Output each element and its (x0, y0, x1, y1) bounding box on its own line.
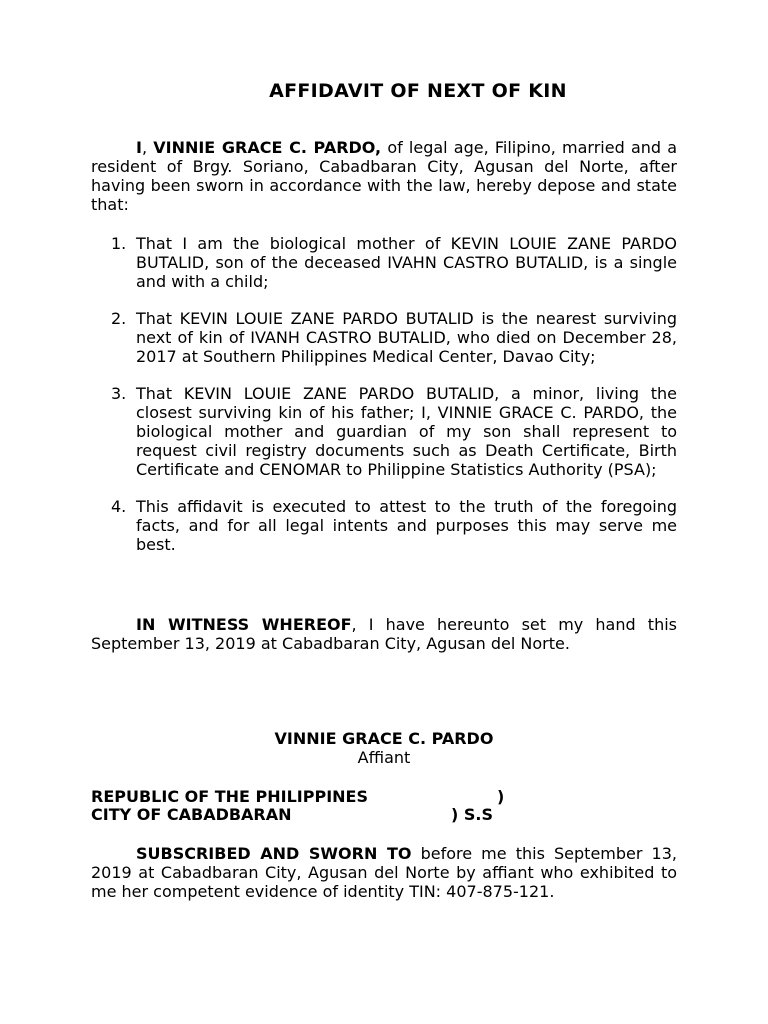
witness-paragraph (91, 615, 677, 653)
statement-list (91, 234, 677, 572)
venue-republic-text: REPUBLIC OF THE PHILIPPINES (91, 787, 368, 806)
venue-line-republic (91, 787, 368, 806)
affiant-name-inline: VINNIE GRACE C. PARDO, (153, 138, 382, 157)
jurat-lead: SUBSCRIBED AND SWORN TO (136, 844, 412, 863)
list-item (91, 497, 677, 554)
list-item-number: 4. (111, 497, 127, 516)
affiant-signature-name: VINNIE GRACE C. PARDO (274, 729, 494, 748)
list-item-text: That I am the biological mother of KEVIN LOUIE ZANE PARDO BUTALID, son of the deceased IVAHN CASTRO BUTALID, is a single and with a child; (136, 234, 677, 291)
intro-lead: I (136, 138, 142, 157)
intro-text: of legal age, Filipino, married and a resident of Brgy. Soriano, Cabadbaran City, Agusan del Norte, after having been sworn in accordance with the law, hereby depose and state that: (91, 138, 678, 214)
list-item-text: That KEVIN LOUIE ZANE PARDO BUTALID is the nearest surviving next of kin of IVANH CASTRO BUTALID, who died on December 28, 2017 at Southern Philippines Medical Center, Davao City; (136, 309, 677, 366)
document-title: AFFIDAVIT OF NEXT OF KIN (269, 80, 567, 102)
venue-paren-1: ) (497, 787, 505, 806)
affiant-role: Affiant (357, 748, 411, 767)
list-item-number: 1. (111, 234, 127, 253)
venue-city-text: CITY OF CABADBARAN (91, 805, 292, 824)
venue-paren-ss: ) S.S (451, 805, 494, 824)
list-item (91, 309, 677, 366)
list-item-text: That KEVIN LOUIE ZANE PARDO BUTALID, a minor, living the closest surviving kin of his father; I, VINNIE GRACE C. PARDO, the biological mother and guardian of my son shall represent to request civil registry documents such as Death Certificate, Birth Certificate and CENOMAR to Philippine Statistics Authority (PSA); (136, 384, 677, 479)
list-item (91, 234, 677, 291)
witness-text: , I have hereunto set my hand this September 13, 2019 at Cabadbaran City, Agusan del Norte. (91, 615, 677, 653)
venue-line-city (91, 805, 292, 824)
jurat-paragraph (91, 844, 677, 901)
intro-paragraph (91, 138, 677, 214)
list-item-text: This affidavit is executed to attest to the truth of the foregoing facts, and for all legal intents and purposes this may serve me best. (136, 497, 677, 554)
list-item-number: 3. (111, 384, 127, 403)
jurat-text: before me this September 13, 2019 at Cabadbaran City, Agusan del Norte by affiant who exhibited to me her competent evidence of identity TIN: 407-875-121. (91, 844, 678, 901)
intro-comma: , (141, 138, 154, 157)
list-item-number: 2. (111, 309, 127, 328)
witness-lead: IN WITNESS WHEREOF (136, 615, 352, 634)
list-item (91, 384, 677, 479)
